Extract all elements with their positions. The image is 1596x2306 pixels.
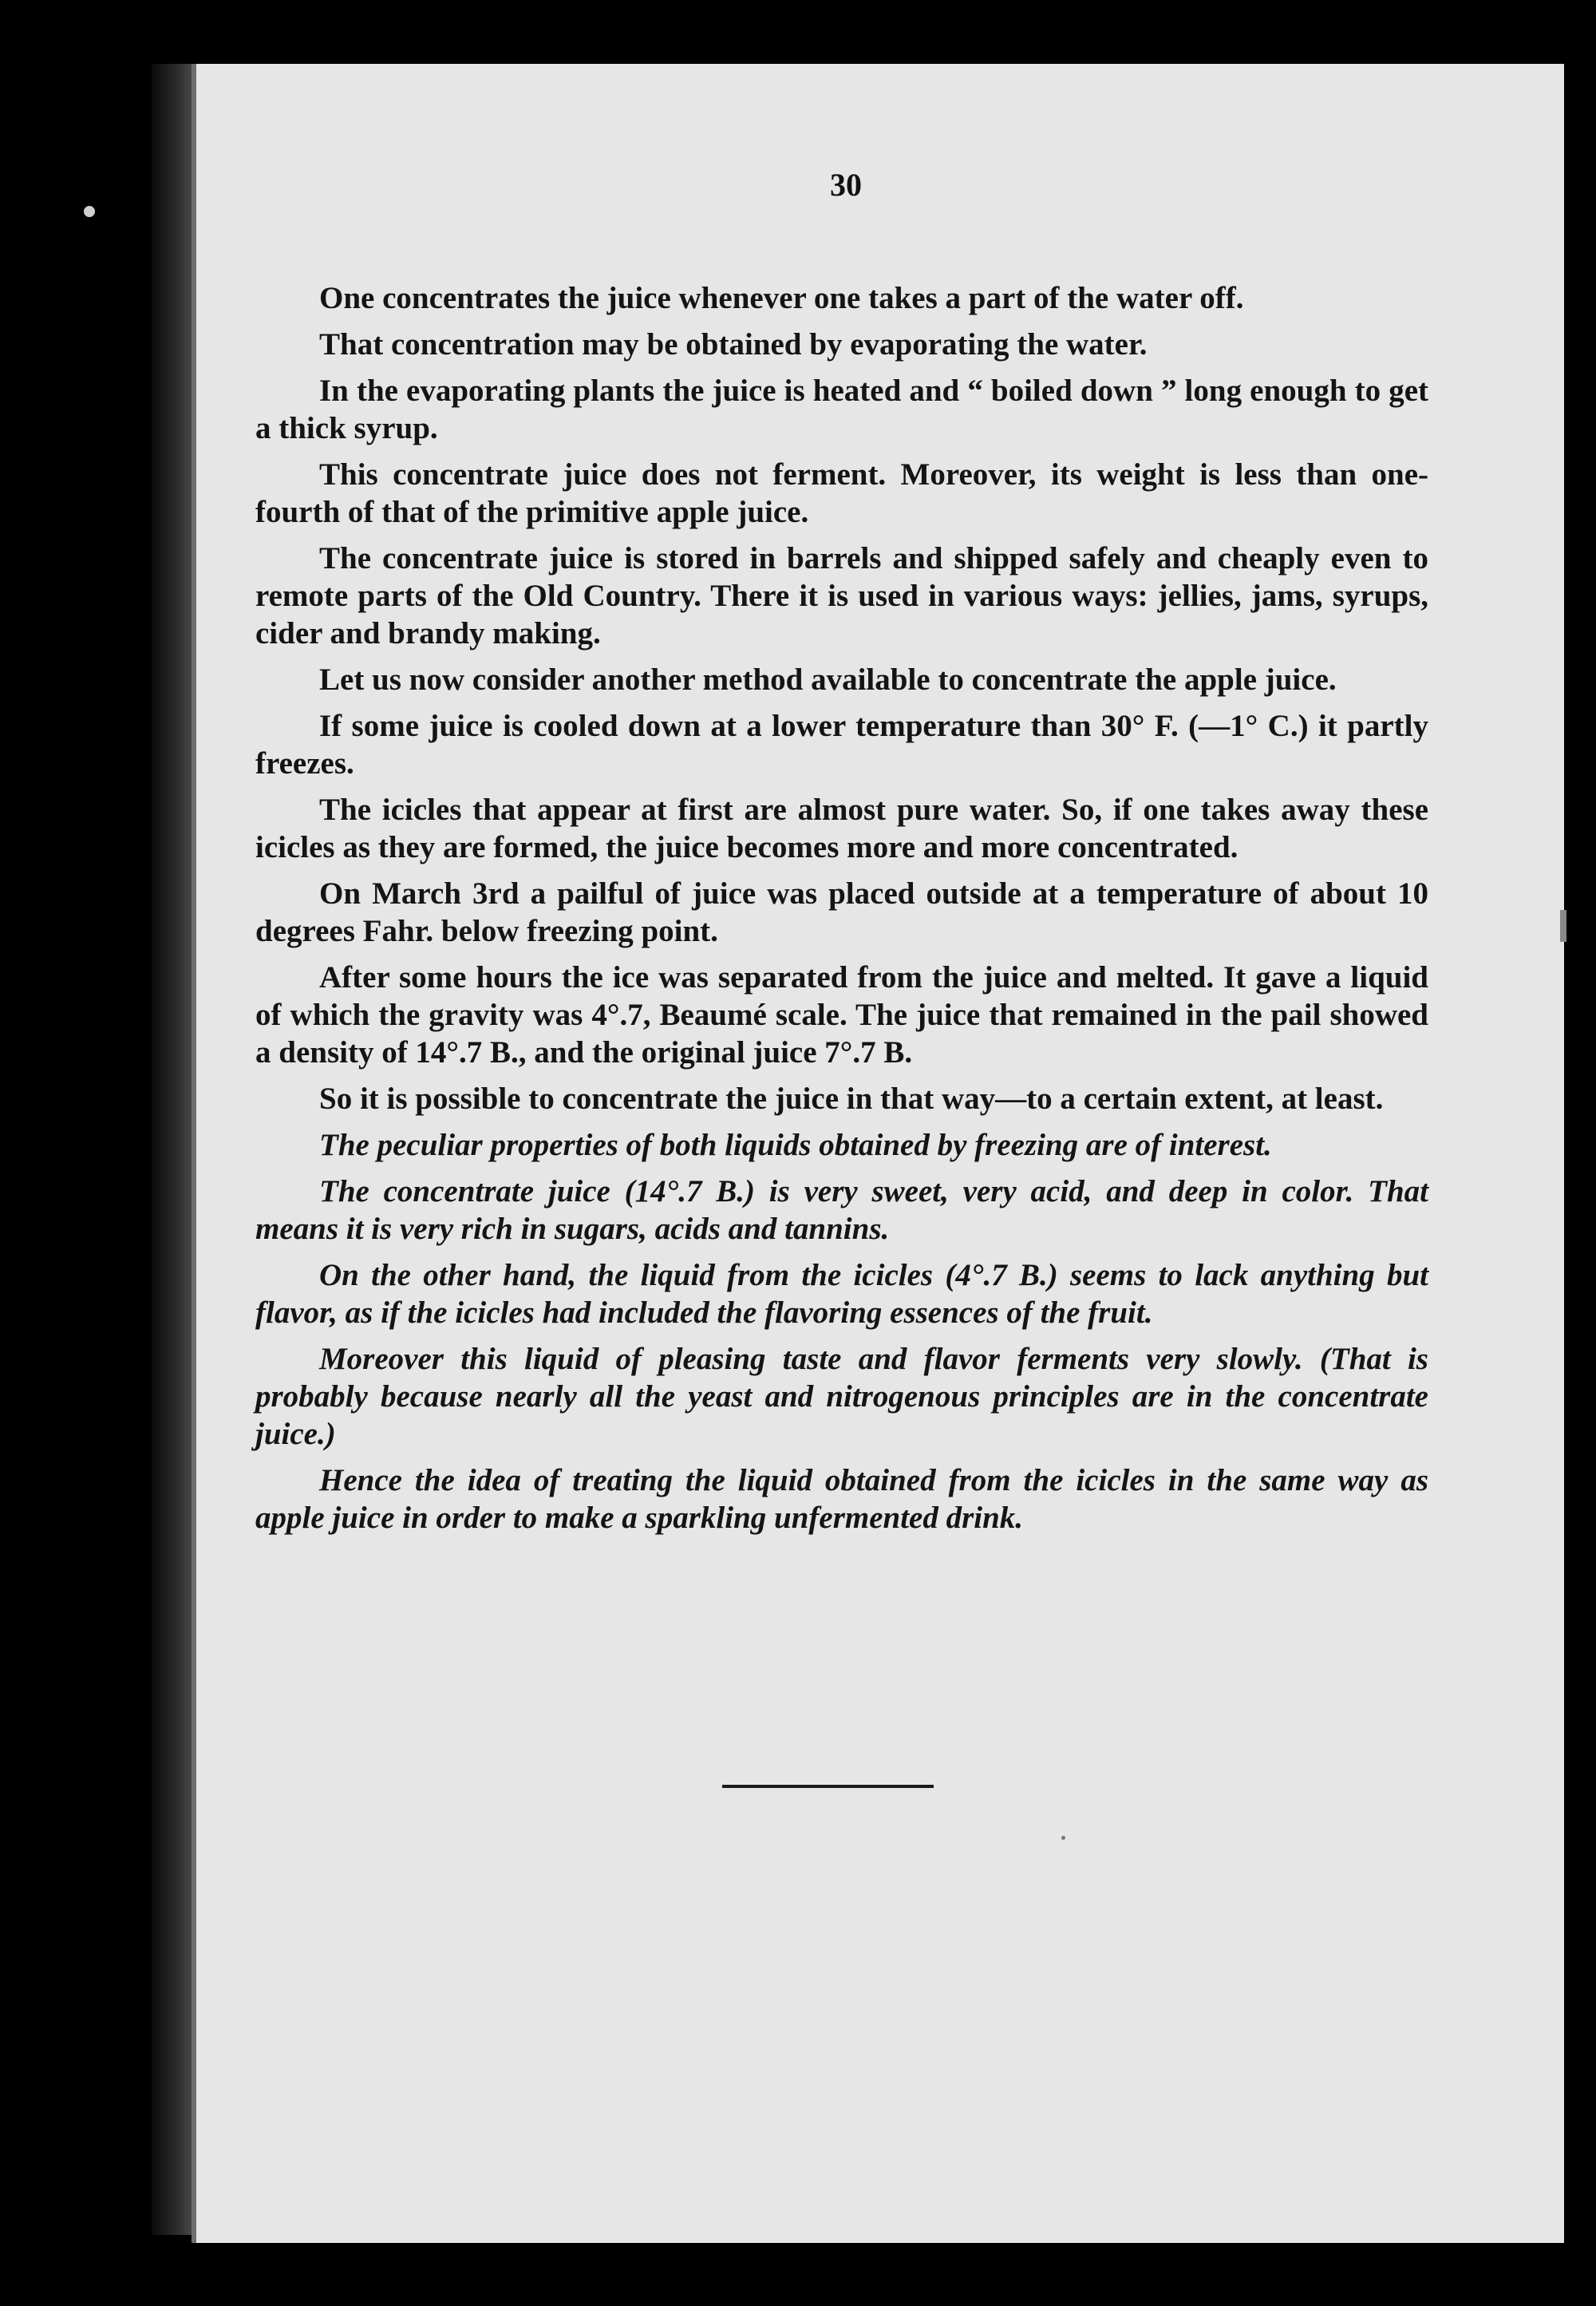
- scan-artifact: [1061, 1836, 1065, 1840]
- italic-paragraph: Moreover this liquid of pleasing taste and flavor ferments very slowly. (That is probably because nearly all the yeast and nitrogenous principles are in the concentrate juice.): [255, 1342, 1428, 1451]
- paragraph: In the evaporating plants the juice is heated and “ boiled down ” long enough to get a thick syrup.: [255, 374, 1428, 445]
- scan-artifact: [1560, 910, 1566, 942]
- italic-paragraph: Hence the idea of treating the liquid obtained from the icicles in the same way as apple juice in order to make a sparkling unfermented drink.: [255, 1463, 1428, 1535]
- italic-paragraph: The concentrate juice (14°.7 B.) is very sweet, very acid, and deep in color. That means it is very rich in sugars, acids and tannins.: [255, 1174, 1428, 1246]
- paragraph: After some hours the ice was separated from the juice and melted. It gave a liquid of which the gravity was 4°.7, Beaumé scale. The juice that remained in the pail showed a density of 14°.7 B., and the original juice 7°.7 B.: [255, 960, 1428, 1070]
- italic-paragraph: On the other hand, the liquid from the icicles (4°.7 B.) seems to lack anything but flavor, as if the icicles had included the flavoring essences of the fruit.: [255, 1258, 1428, 1330]
- italic-paragraph: The peculiar properties of both liquids obtained by freezing are of interest.: [319, 1128, 1272, 1162]
- closing-rule: [722, 1785, 934, 1788]
- paragraph: That concentration may be obtained by evaporating the water.: [319, 327, 1148, 362]
- paragraph: One concentrates the juice whenever one takes a part of the water off.: [319, 281, 1244, 315]
- page-number: 30: [830, 167, 862, 203]
- paragraph: On March 3rd a pailful of juice was placed outside at a temperature of about 10 degrees Fahr. below freezing point.: [255, 876, 1428, 948]
- paragraph: This concentrate juice does not ferment. Moreover, its weight is less than one-fourth of that of the primitive apple juice.: [255, 457, 1428, 529]
- paragraph: So it is possible to concentrate the juice in that way—to a certain extent, at least.: [319, 1082, 1384, 1116]
- body-text: [255, 279, 1428, 1545]
- paragraph: The concentrate juice is stored in barrels and shipped safely and cheaply even to remote parts of the Old Country. There it is used in various ways: jellies, jams, syrups, cider and brandy making.: [255, 541, 1428, 651]
- paragraph: If some juice is cooled down at a lower temperature than 30° F. (—1° C.) it partly freezes.: [255, 709, 1428, 781]
- paragraph: The icicles that appear at first are almost pure water. So, if one takes away these icicles as they are formed, the juice becomes more and more concentrated.: [255, 793, 1428, 864]
- scan-artifact: [84, 206, 95, 217]
- paragraph: Let us now consider another method available to concentrate the apple juice.: [319, 663, 1337, 697]
